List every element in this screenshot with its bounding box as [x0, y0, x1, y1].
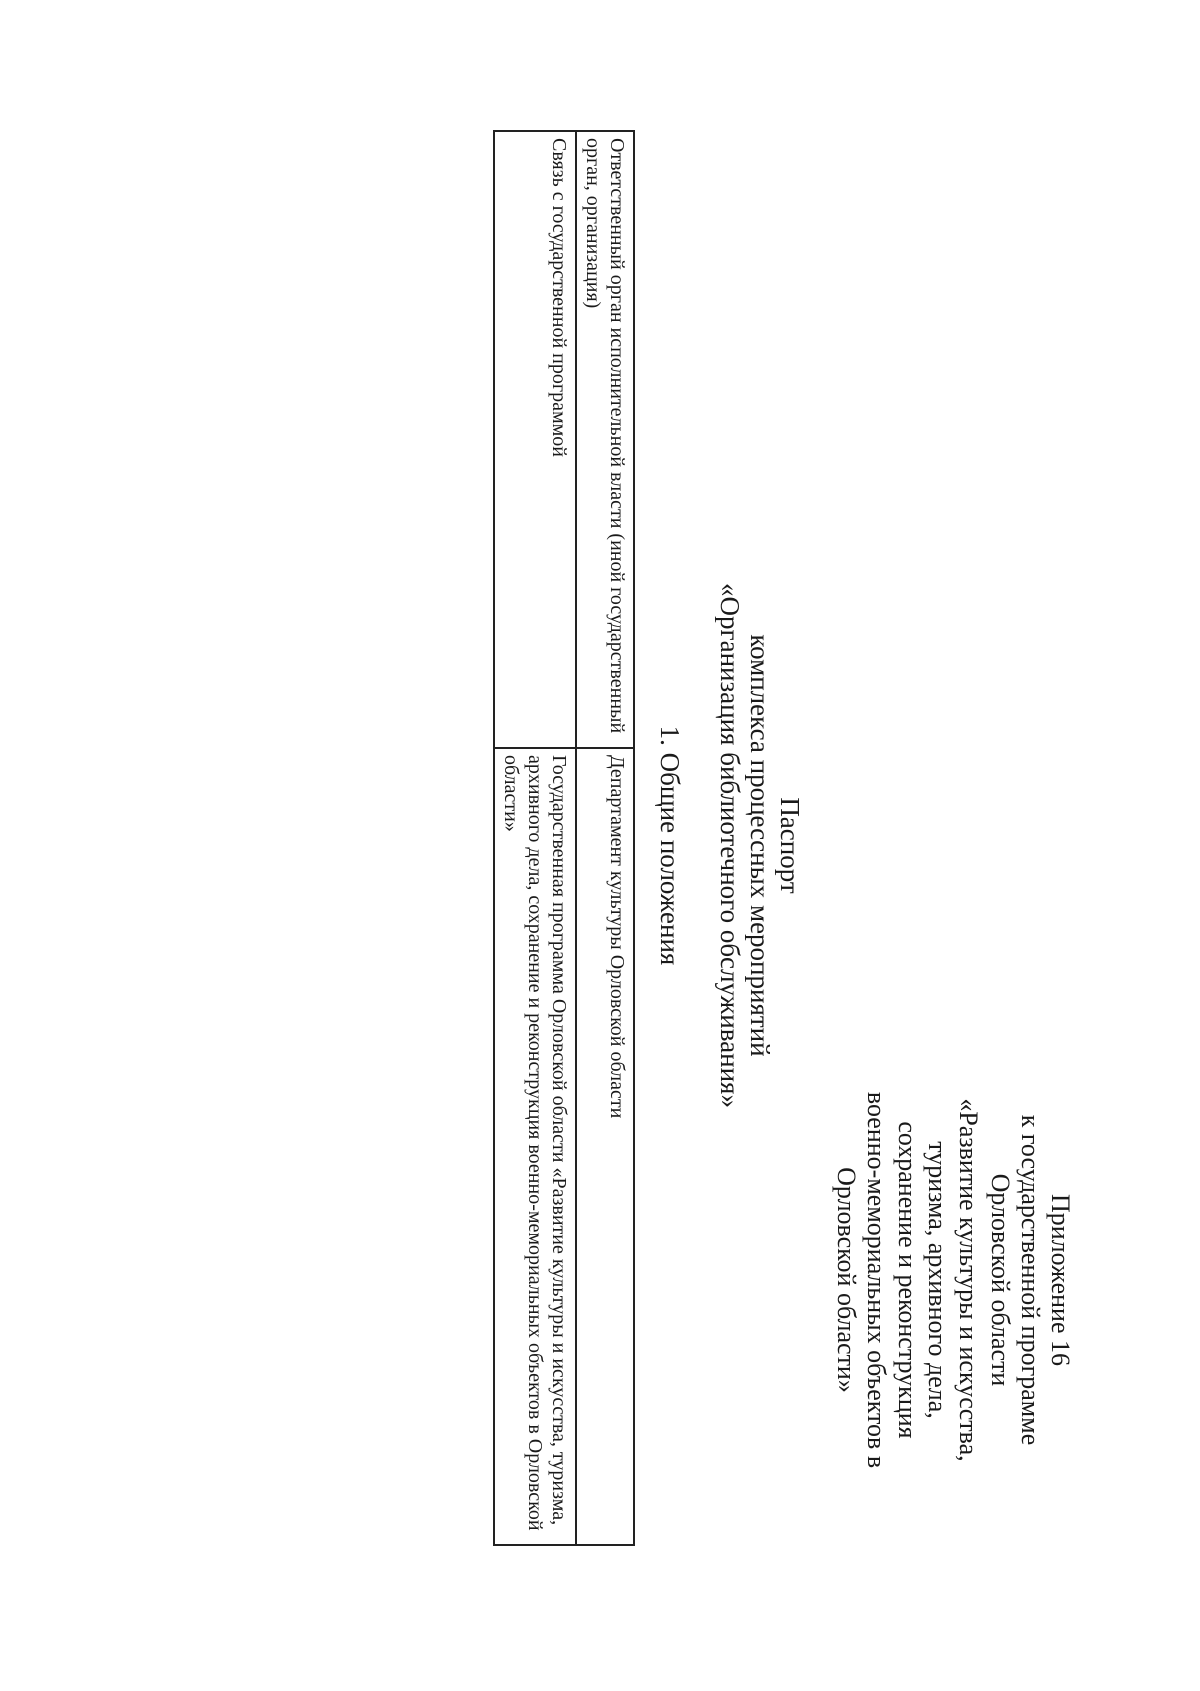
appendix-line: к государственной программе	[1016, 1114, 1045, 1446]
table-cell-label: Связь с государственной программой	[494, 131, 576, 748]
passport-name: «Организация библиотечного обслуживания»	[715, 583, 745, 1108]
table-cell-label: Ответственный орган исполнительной власти (иной государственный орган, организация)	[576, 131, 634, 748]
table-cell-value: Департамент культуры Орловской области	[576, 748, 634, 1545]
section-heading: 1. Общие положения	[655, 725, 685, 966]
general-provisions-table	[493, 130, 635, 1546]
table-cell-value: Государственная программа Орловской области «Развитие культуры и искусства, туризма, архивного дела, сохранение и реконструкция военно-мемориальных объектов в Орловской области»	[494, 748, 576, 1545]
appendix-line: Орловской области	[986, 1173, 1015, 1387]
table-row	[576, 131, 634, 1545]
appendix-line: сохранение и реконструкция	[893, 1121, 922, 1439]
appendix-line: Орловской области»	[832, 1167, 861, 1393]
passport-title: Паспорт	[775, 797, 805, 894]
appendix-header	[815, 1000, 1075, 1560]
table-row	[494, 131, 576, 1545]
appendix-line: Приложение 16	[1046, 1193, 1075, 1367]
passport-subtitle: комплекса процессных мероприятий	[745, 634, 775, 1057]
appendix-line: «Развитие культуры и искусства,	[954, 1098, 983, 1462]
appendix-line: туризма, архивного дела,	[923, 1141, 952, 1419]
appendix-line: военно-мемориальных объектов в	[862, 1091, 891, 1469]
